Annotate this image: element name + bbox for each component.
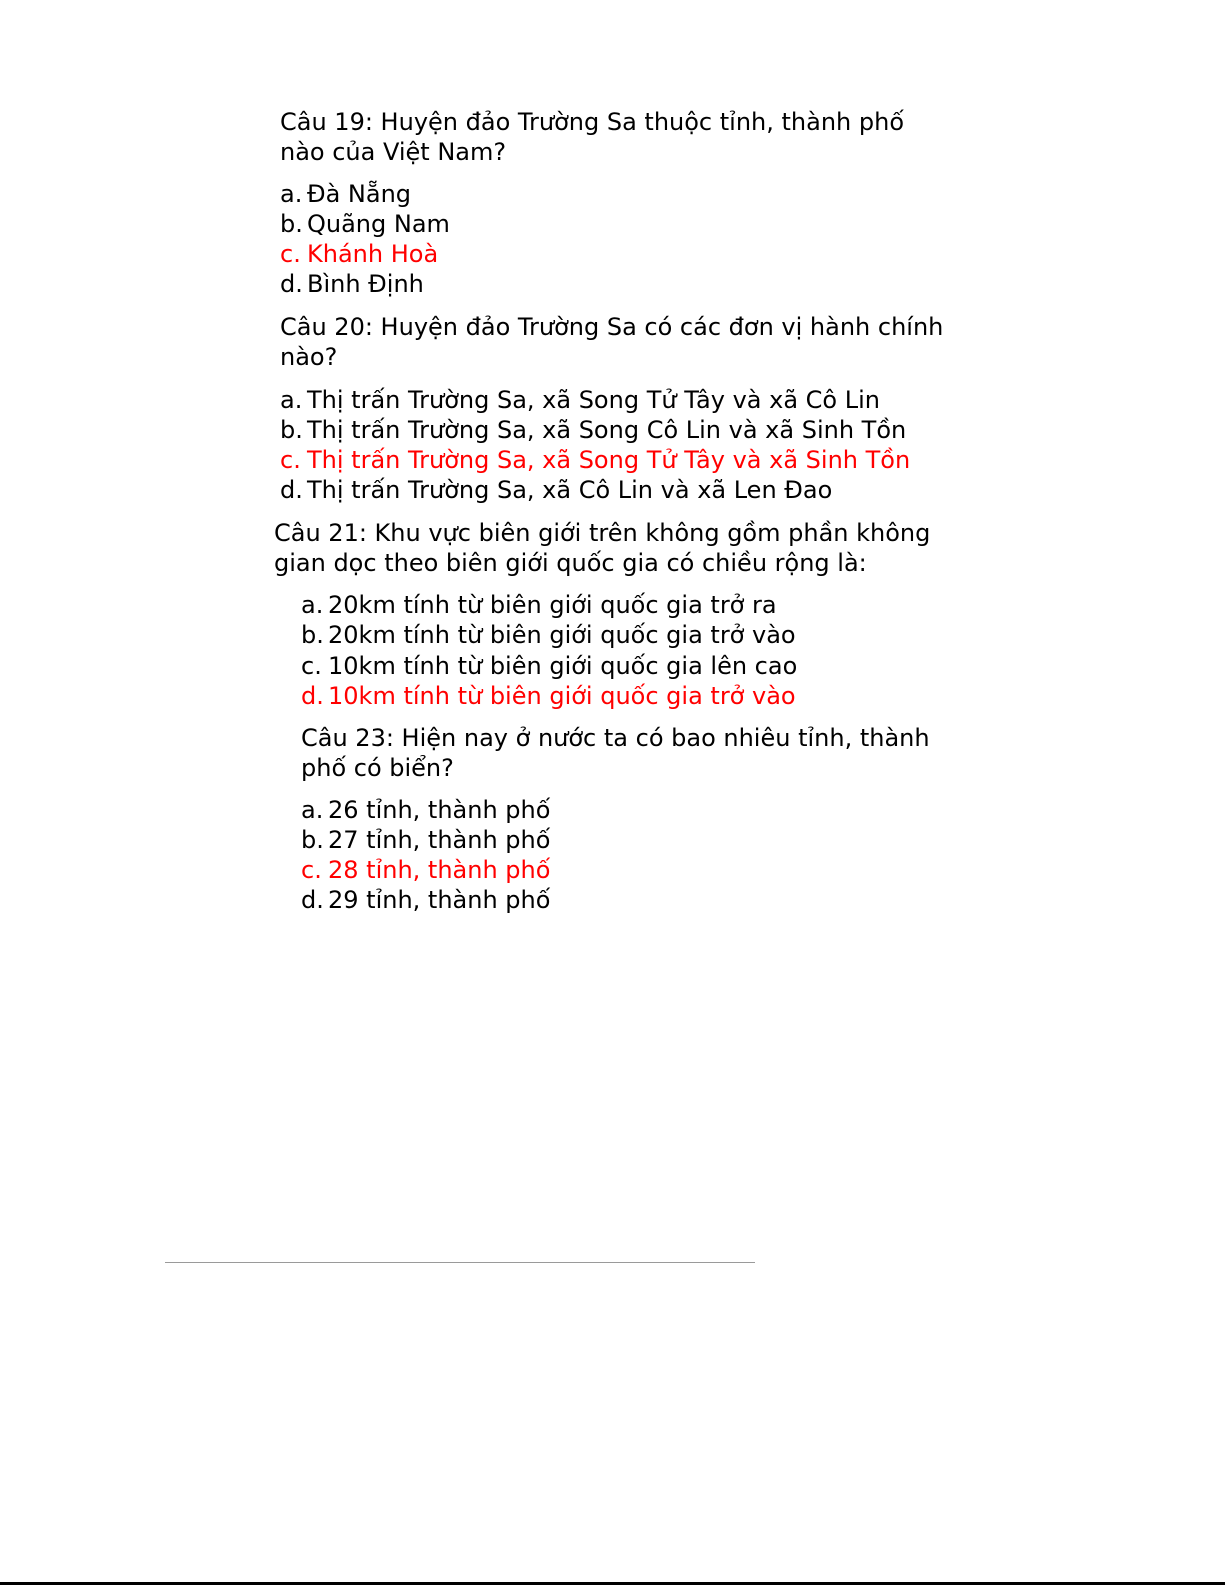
option-item (280, 475, 910, 505)
option-item (280, 415, 910, 445)
option-letter: d. (280, 476, 303, 504)
option-letter: d. (301, 682, 324, 710)
option-text: 27 tỉnh, thành phố (328, 826, 551, 854)
option-letter: d. (301, 886, 324, 914)
option-item (301, 590, 797, 620)
question-21-options (301, 590, 797, 711)
option-text: 26 tỉnh, thành phố (328, 796, 551, 824)
option-text: Thị trấn Trường Sa, xã Song Tử Tây và xã Sinh Tồn (307, 446, 911, 474)
option-text: Khánh Hoà (307, 240, 439, 268)
option-text: Bình Định (307, 270, 424, 298)
option-letter: a. (301, 796, 324, 824)
option-item (301, 620, 797, 650)
option-item (280, 385, 910, 415)
option-item (301, 795, 550, 825)
option-text: 29 tỉnh, thành phố (328, 886, 551, 914)
option-letter: b. (280, 416, 303, 444)
option-item (280, 269, 450, 299)
option-item-correct (280, 239, 450, 269)
question-20-options (280, 385, 910, 505)
option-letter: c. (301, 652, 322, 680)
option-letter: a. (301, 591, 324, 619)
option-letter: b. (301, 826, 324, 854)
option-item (280, 179, 450, 209)
footer-divider (165, 1262, 755, 1263)
option-item (301, 825, 550, 855)
question-19-options (280, 179, 450, 299)
question-20-title: Câu 20: Huyện đảo Trường Sa có các đơn vị hành chính nào? (280, 313, 944, 371)
option-letter: c. (301, 856, 322, 884)
question-19-title: Câu 19: Huyện đảo Trường Sa thuộc tỉnh, thành phố nào của Việt Nam? (280, 108, 905, 166)
option-item-correct (301, 855, 550, 885)
question-23-options (301, 795, 550, 915)
option-item-correct (280, 445, 910, 475)
option-item (301, 885, 550, 915)
question-21-title: Câu 21: Khu vực biên giới trên không gồm phần không gian dọc theo biên giới quốc gia có chiều rộng là: (274, 519, 931, 577)
option-letter: c. (280, 240, 301, 268)
option-text: 20km tính từ biên giới quốc gia trở ra (328, 591, 777, 619)
option-letter: a. (280, 180, 303, 208)
option-text: 10km tính từ biên giới quốc gia trở vào (328, 682, 796, 710)
option-item (301, 651, 797, 681)
option-letter: b. (301, 621, 324, 649)
question-23-title: Câu 23: Hiện nay ở nước ta có bao nhiêu tỉnh, thành phố có biển? (301, 724, 930, 782)
option-letter: b. (280, 210, 303, 238)
option-text: 10km tính từ biên giới quốc gia lên cao (328, 652, 798, 680)
option-letter: d. (280, 270, 303, 298)
option-text: Đà Nẵng (307, 180, 412, 208)
option-item (280, 209, 450, 239)
option-text: Thị trấn Trường Sa, xã Cô Lin và xã Len Đao (307, 476, 833, 504)
option-text: Thị trấn Trường Sa, xã Song Cô Lin và xã Sinh Tồn (307, 416, 907, 444)
option-text: Thị trấn Trường Sa, xã Song Tử Tây và xã Cô Lin (307, 386, 880, 414)
option-text: Quãng Nam (307, 210, 450, 238)
option-text: 28 tỉnh, thành phố (328, 856, 551, 884)
option-letter: c. (280, 446, 301, 474)
option-text: 20km tính từ biên giới quốc gia trở vào (328, 621, 796, 649)
option-letter: a. (280, 386, 303, 414)
option-item-correct (301, 681, 797, 711)
